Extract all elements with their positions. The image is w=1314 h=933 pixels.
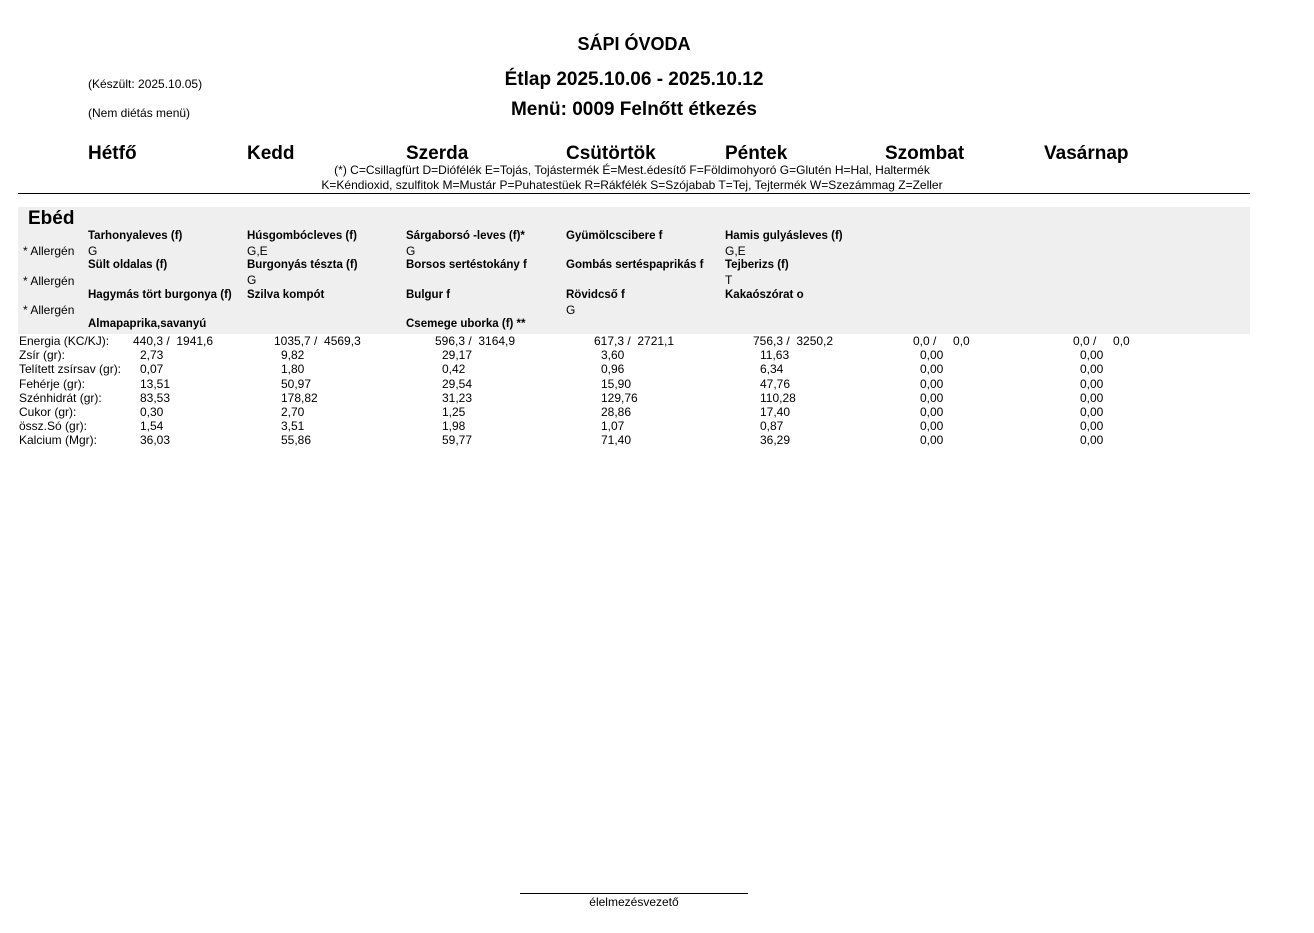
nutrition-value: 6,34 <box>760 362 784 377</box>
day-header-tuesday: Kedd <box>247 143 295 164</box>
nutrition-value: 0,00 <box>920 405 944 419</box>
nutrition-value: 0,00 <box>920 390 944 405</box>
nutrition-value: 1,80 <box>281 362 305 377</box>
nutrition-value: 0,30 <box>140 405 164 419</box>
dish-monday-1: Tarhonyaleves (f) <box>88 230 183 242</box>
nutrition-value: 129,76 <box>601 390 638 405</box>
nutrition-value: 440,3 / 1941,6 <box>133 334 214 348</box>
nutrition-value: 0,00 <box>920 362 944 377</box>
meal-title: Ebéd <box>28 208 75 229</box>
diet-note: (Nem diétás menü) <box>88 106 191 120</box>
allergen-friday-2: T <box>725 273 733 287</box>
nutrition-value: 28,86 <box>601 405 632 419</box>
nutrition-value: 36,03 <box>140 433 171 448</box>
nutrition-value: 17,40 <box>760 405 791 419</box>
nutrition-value: 13,51 <box>140 376 171 391</box>
allergen-tuesday-2: G <box>247 273 257 287</box>
nutrition-value: 617,3 / 2721,1 <box>594 334 675 348</box>
signature-label: élelmezésvezető <box>589 895 679 909</box>
nutrition-value: 1,07 <box>601 419 625 434</box>
allergen-label: * Allergén <box>23 303 75 317</box>
nutrition-value: 59,77 <box>442 433 473 448</box>
nutrition-label: Telített zsírsav (gr): <box>19 362 122 377</box>
nutrition-value: 71,40 <box>601 433 632 448</box>
menu-period: Étlap 2025.10.06 - 2025.10.12 <box>504 69 764 90</box>
nutrition-value: 11,63 <box>760 348 790 363</box>
nutrition-value: 2,70 <box>281 405 305 419</box>
nutrition-value: 596,3 / 3164,9 <box>435 334 516 348</box>
nutrition-value: 0,00 <box>1080 348 1104 363</box>
nutrition-value: 0,00 <box>1080 405 1104 419</box>
nutrition-label: Kalcium (Mgr): <box>19 433 98 448</box>
created-date: (Készült: 2025.10.05) <box>88 77 203 91</box>
nutrition-value: 0,96 <box>601 362 625 377</box>
nutrition-value: 83,53 <box>140 390 171 405</box>
nutrition-value: 9,82 <box>281 348 305 363</box>
day-header-sunday: Vasárnap <box>1044 143 1129 164</box>
day-header-saturday: Szombat <box>885 143 965 164</box>
allergen-legend-line-1: (*) C=Csillagfürt D=Diófélék E=Tojás, Tojástermék É=Mest.édesítő F=Földimohyoró G=Glutén H=Hal, Haltermék <box>334 163 930 177</box>
dish-monday-2: Sült oldalas (f) <box>88 259 168 271</box>
nutrition-label: Energia (KC/KJ): <box>19 334 110 348</box>
menu-title: Menü: 0009 Felnőtt étkezés <box>510 99 758 120</box>
nutrition-value: 0,00 <box>920 376 944 391</box>
day-header-wednesday: Szerda <box>406 143 469 164</box>
nutrition-value: 0,0 / 0,0 <box>913 334 970 348</box>
dish-friday-2: Tejberizs (f) <box>725 259 789 271</box>
nutrition-value: 0,42 <box>442 362 466 377</box>
nutrition-value: 0,00 <box>1080 390 1104 405</box>
nutrition-value: 31,23 <box>442 390 473 405</box>
dish-extra-monday: Almapaprika,savanyú <box>88 318 207 330</box>
nutrition-value: 0,07 <box>140 362 164 377</box>
header-divider <box>18 193 1250 194</box>
dish-tuesday-3: Szilva kompót <box>247 289 325 301</box>
allergen-label: * Allergén <box>23 244 75 258</box>
dish-thursday-1: Gyümölcscibere f <box>566 230 663 242</box>
nutrition-value: 0,00 <box>1080 419 1104 434</box>
nutrition-value: 55,86 <box>281 433 312 448</box>
nutrition-value: 2,73 <box>140 348 164 363</box>
nutrition-label: Cukor (gr): <box>19 405 77 419</box>
nutrition-value: 1,54 <box>140 419 164 434</box>
dish-extra-wednesday: Csemege uborka (f) ** <box>406 318 526 330</box>
nutrition-value: 0,00 <box>1080 433 1104 448</box>
nutrition-value: 0,00 <box>1080 362 1104 377</box>
allergen-thursday-3: G <box>566 303 576 317</box>
dish-wednesday-1: Sárgaborsó -leves (f)* <box>406 230 525 242</box>
nutrition-value: 0,00 <box>920 433 944 448</box>
allergen-legend-line-2: K=Kéndioxid, szulfitok M=Mustár P=Puhatestüek R=Rákfélék S=Szójabab T=Tej, Tejtermék W=Szezámmag Z=Zeller <box>321 178 943 192</box>
signature-line <box>520 893 748 894</box>
allergen-friday-1: G,E <box>725 244 746 258</box>
day-header-thursday: Csütörtök <box>566 143 656 164</box>
nutrition-label: össz.Só (gr): <box>19 419 88 434</box>
allergen-monday-1: G <box>88 244 98 258</box>
nutrition-value: 1,25 <box>442 405 466 419</box>
dish-thursday-2: Gombás sertéspaprikás f <box>566 259 704 271</box>
school-name: SÁPI ÓVODA <box>577 34 691 54</box>
dish-wednesday-3: Bulgur f <box>406 289 451 301</box>
dish-friday-1: Hamis gulyásleves (f) <box>725 230 843 242</box>
dish-tuesday-1: Húsgombócleves (f) <box>247 230 357 242</box>
nutrition-value: 0,00 <box>920 348 944 363</box>
dish-monday-3: Hagymás tört burgonya (f) <box>88 289 232 301</box>
nutrition-value: 29,54 <box>442 376 473 391</box>
allergen-tuesday-1: G,E <box>247 244 268 258</box>
nutrition-label: Szénhidrát (gr): <box>19 390 102 405</box>
nutrition-value: 1035,7 / 4569,3 <box>274 334 361 348</box>
dish-wednesday-2: Borsos sertéstokány f <box>406 259 527 271</box>
dish-friday-3: Kakaószórat o <box>725 289 804 301</box>
nutrition-value: 0,00 <box>920 419 944 434</box>
nutrition-value: 3,51 <box>281 419 305 434</box>
nutrition-value: 29,17 <box>442 348 473 363</box>
dish-tuesday-2: Burgonyás tészta (f) <box>247 259 358 271</box>
nutrition-value: 756,3 / 3250,2 <box>753 334 834 348</box>
nutrition-value: 110,28 <box>760 390 796 405</box>
dish-thursday-3: Rövidcső f <box>566 289 625 301</box>
nutrition-value: 36,29 <box>760 433 791 448</box>
nutrition-value: 1,98 <box>442 419 466 434</box>
allergen-label: * Allergén <box>23 274 75 288</box>
nutrition-value: 50,97 <box>281 376 312 391</box>
nutrition-value: 15,90 <box>601 376 632 391</box>
nutrition-value: 3,60 <box>601 348 625 363</box>
nutrition-value: 0,00 <box>1080 376 1104 391</box>
day-header-friday: Péntek <box>725 143 788 164</box>
nutrition-value: 0,0 / 0,0 <box>1073 334 1130 348</box>
nutrition-value: 178,82 <box>281 390 318 405</box>
allergen-wednesday-1: G <box>406 244 416 258</box>
day-header-monday: Hétfő <box>88 143 137 164</box>
nutrition-label: Fehérje (gr): <box>19 376 86 391</box>
nutrition-value: 47,76 <box>760 376 791 391</box>
nutrition-label: Zsír (gr): <box>19 348 65 363</box>
nutrition-value: 0,87 <box>760 419 784 434</box>
